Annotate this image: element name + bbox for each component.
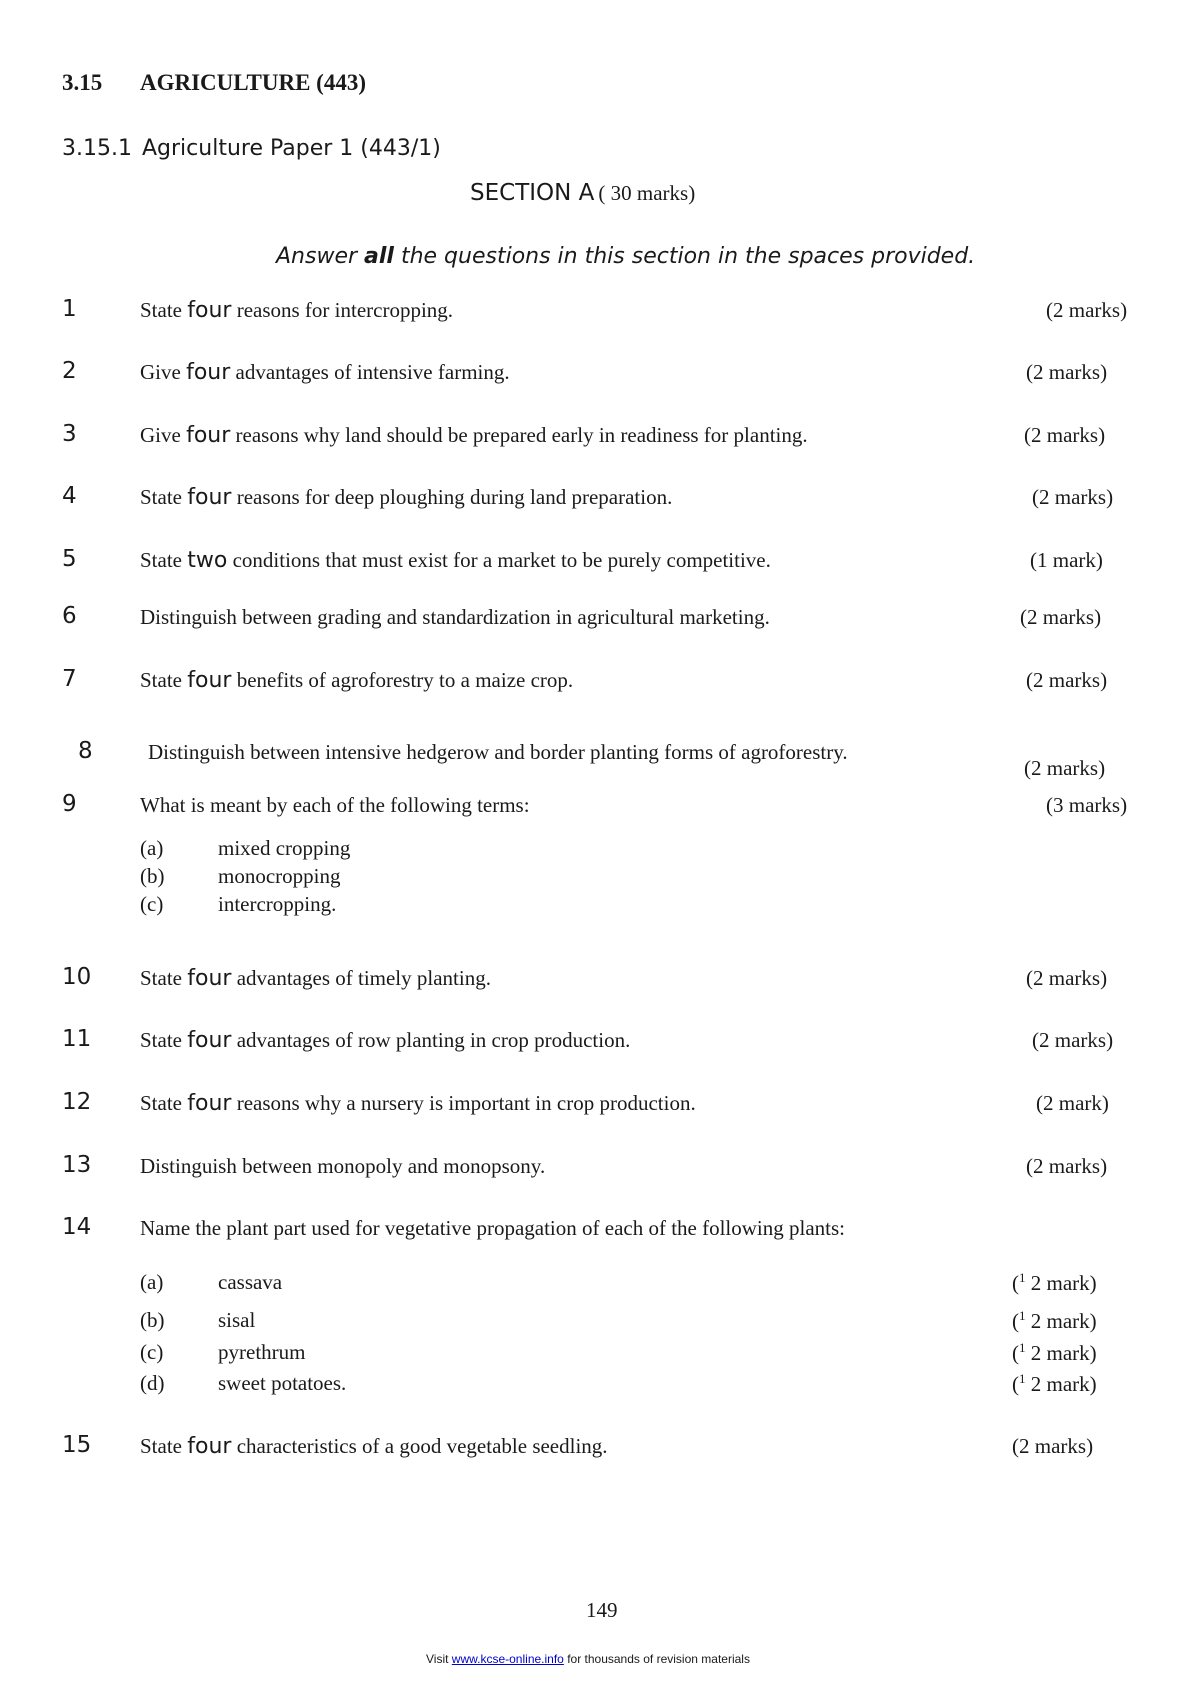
question-marks: (2 marks)	[1024, 756, 1106, 780]
question-marks: (2 marks)	[1026, 966, 1108, 990]
footer-link[interactable]: www.kcse-online.info	[451, 1652, 564, 1666]
sub-item-text: pyrethrum	[218, 1340, 306, 1364]
section-number: 3.15	[62, 70, 103, 95]
section-a-heading	[470, 180, 695, 206]
section-a-label: SECTION A	[470, 180, 595, 206]
question-keyword: four	[187, 1028, 232, 1053]
question-marks: (2 marks)	[1012, 1434, 1094, 1458]
question-pre: State	[140, 966, 188, 990]
question-pre: State	[140, 1434, 188, 1458]
footer-visit: Visit	[426, 1652, 452, 1666]
question-text	[140, 548, 771, 573]
instruction-emphasis: all	[364, 244, 394, 269]
question-pre: State	[140, 1028, 188, 1052]
question-number: 10	[62, 964, 92, 990]
marks-fraction-numerator: 1	[1019, 1371, 1026, 1386]
question-keyword: four	[187, 298, 232, 323]
question-pre: Give	[140, 360, 187, 384]
sub-item-label: (a)	[140, 1270, 164, 1294]
question-post: conditions that must exist for a market to be purely competitive.	[227, 548, 771, 572]
sub-item-marks	[1012, 1270, 1097, 1296]
question-number: 5	[62, 546, 77, 572]
sub-item-label: (b)	[140, 1308, 165, 1332]
question-text	[140, 485, 672, 510]
question-post: reasons why land should be prepared early in readiness for planting.	[230, 423, 808, 447]
question-number: 6	[62, 603, 77, 629]
question-marks: (3 marks)	[1046, 793, 1128, 817]
instruction-pre: Answer	[276, 244, 365, 269]
question-pre: State	[140, 298, 188, 322]
question-text	[140, 360, 510, 385]
sub-item-label: (c)	[140, 892, 164, 916]
question-number: 1	[62, 296, 77, 322]
marks-open: (	[1012, 1309, 1019, 1333]
question-keyword: four	[187, 485, 232, 510]
question-keyword: four	[186, 423, 231, 448]
sub-item-marks	[1012, 1371, 1097, 1397]
sub-item-text: monocropping	[218, 864, 341, 888]
sub-item-label: (d)	[140, 1371, 165, 1395]
question-text: Distinguish between intensive hedgerow and border planting forms of agroforestry.	[148, 740, 848, 764]
question-text: Distinguish between monopoly and monopsony.	[140, 1154, 546, 1178]
footer-note	[426, 1652, 750, 1666]
sub-item-marks	[1012, 1340, 1097, 1366]
question-number: 7	[62, 666, 77, 692]
question-text: What is meant by each of the following terms:	[140, 793, 530, 817]
question-pre: State	[140, 485, 188, 509]
question-text	[140, 1028, 630, 1053]
question-text	[140, 668, 573, 693]
question-number: 8	[78, 738, 93, 764]
instruction	[276, 244, 975, 269]
marks-fraction-numerator: 1	[1019, 1308, 1026, 1323]
marks-fraction-numerator: 1	[1019, 1270, 1026, 1285]
question-number: 3	[62, 421, 77, 447]
question-marks: (1 mark)	[1030, 548, 1103, 572]
sub-item-text: sisal	[218, 1308, 256, 1332]
question-pre: State	[140, 548, 188, 572]
sub-item-marks	[1012, 1308, 1097, 1334]
question-pre: State	[140, 668, 188, 692]
question-marks: (2 mark)	[1036, 1091, 1109, 1115]
question-number: 13	[62, 1152, 92, 1178]
question-text	[140, 1434, 608, 1459]
question-number: 9	[62, 791, 77, 817]
question-number: 14	[62, 1214, 92, 1240]
question-post: benefits of agroforestry to a maize crop.	[231, 668, 574, 692]
section-title: AGRICULTURE (443)	[140, 70, 366, 95]
question-number: 12	[62, 1089, 92, 1115]
paper-title: Agriculture Paper 1 (443/1)	[142, 136, 441, 161]
marks-open: (	[1012, 1341, 1019, 1365]
question-marks: (2 marks)	[1020, 605, 1102, 629]
question-marks: (2 marks)	[1032, 485, 1114, 509]
question-keyword: four	[187, 1091, 232, 1116]
question-text	[140, 423, 808, 448]
question-text	[140, 1091, 696, 1116]
marks-rest: 2 mark)	[1025, 1372, 1097, 1396]
question-post: reasons why a nursery is important in crop production.	[231, 1091, 696, 1115]
question-post: reasons for deep ploughing during land preparation.	[231, 485, 673, 509]
question-pre: Give	[140, 423, 187, 447]
sub-item-label: (a)	[140, 836, 164, 860]
question-marks: (2 marks)	[1026, 360, 1108, 384]
question-text	[140, 966, 491, 991]
instruction-post: the questions in this section in the spaces provided.	[393, 244, 976, 269]
sub-item-text: cassava	[218, 1270, 283, 1294]
question-post: advantages of row planting in crop production.	[231, 1028, 631, 1052]
question-post: characteristics of a good vegetable seedling.	[231, 1434, 608, 1458]
marks-rest: 2 mark)	[1025, 1271, 1097, 1295]
question-keyword: four	[187, 1434, 232, 1459]
question-post: advantages of intensive farming.	[230, 360, 510, 384]
question-keyword: four	[187, 966, 232, 991]
marks-open: (	[1012, 1372, 1019, 1396]
question-marks: (2 marks)	[1026, 668, 1108, 692]
question-post: reasons for intercropping.	[231, 298, 454, 322]
sub-item-text: mixed cropping	[218, 836, 351, 860]
sub-item-text: sweet potatoes.	[218, 1371, 347, 1395]
sub-item-text: intercropping.	[218, 892, 337, 916]
marks-open: (	[1012, 1271, 1019, 1295]
question-marks: (2 marks)	[1026, 1154, 1108, 1178]
question-number: 4	[62, 483, 77, 509]
section-a-marks: ( 30 marks)	[598, 181, 696, 205]
question-number: 11	[62, 1026, 92, 1052]
question-post: advantages of timely planting.	[231, 966, 491, 990]
footer-rest: for thousands of revision materials	[563, 1652, 750, 1666]
question-text: Distinguish between grading and standardization in agricultural marketing.	[140, 605, 770, 629]
marks-rest: 2 mark)	[1025, 1341, 1097, 1365]
marks-rest: 2 mark)	[1025, 1309, 1097, 1333]
question-text: Name the plant part used for vegetative propagation of each of the following plants:	[140, 1216, 846, 1240]
sub-item-label: (b)	[140, 864, 165, 888]
question-marks: (2 marks)	[1046, 298, 1128, 322]
question-text	[140, 298, 453, 323]
question-marks: (2 marks)	[1024, 423, 1106, 447]
paper-number: 3.15.1	[62, 136, 132, 161]
sub-item-label: (c)	[140, 1340, 164, 1364]
page-number: 149	[586, 1598, 618, 1622]
marks-fraction-numerator: 1	[1019, 1340, 1026, 1355]
question-marks: (2 marks)	[1032, 1028, 1114, 1052]
question-keyword: two	[187, 548, 228, 573]
question-keyword: four	[186, 360, 231, 385]
question-number: 15	[62, 1432, 92, 1458]
question-number: 2	[62, 358, 77, 384]
question-pre: State	[140, 1091, 188, 1115]
question-keyword: four	[187, 668, 232, 693]
